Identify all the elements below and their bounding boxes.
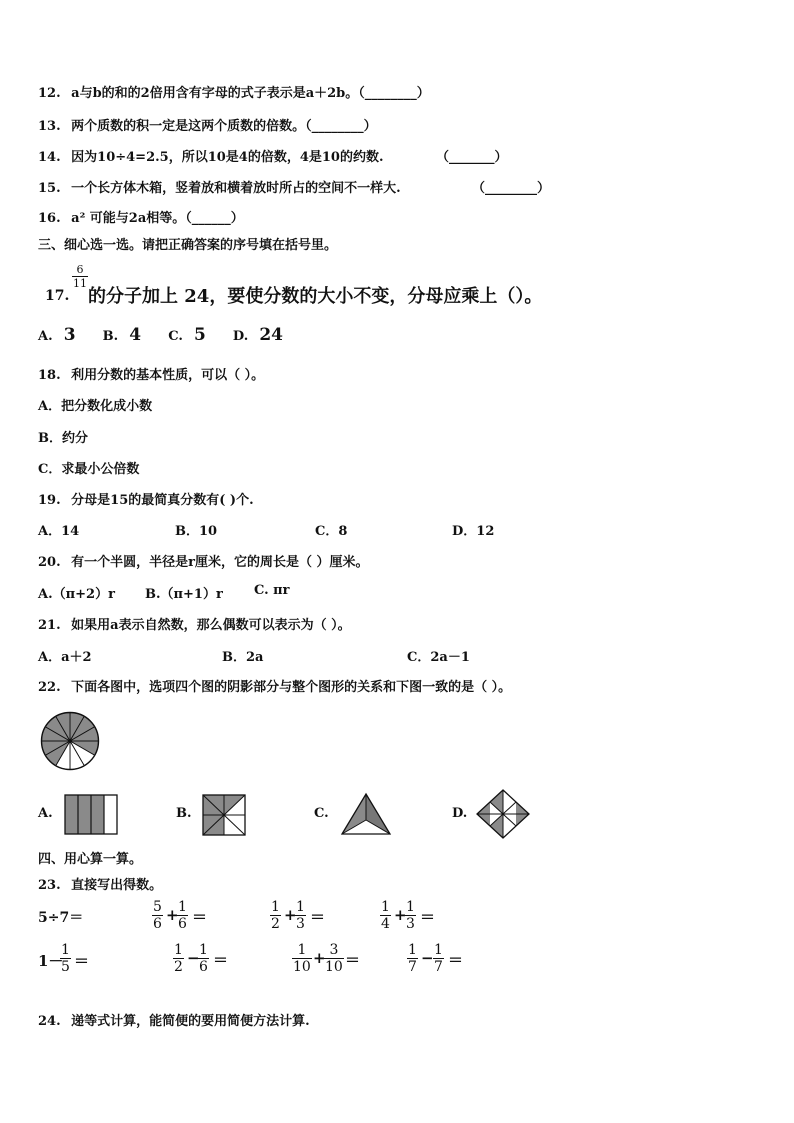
operator: + [394,906,407,924]
question-20 [38,551,369,570]
section-3-title: 三、细心选一选。请把正确答案的序号填在括号里。 [38,238,338,253]
question-text: a与b的和的2倍用含有字母的式子表示是a＋2b。（________） [71,86,430,101]
question-text: 递等式计算，能简便的要用简便方法计算. [71,1014,310,1029]
option-a-value[interactable]: 3 [63,325,76,345]
question-24 [38,1010,310,1029]
question-17-number: 17. [45,288,70,304]
fraction: $\frac{5}{6}$ [153,899,162,932]
fraction: $\frac{1}{2}$ [174,942,183,975]
option-c[interactable]: C．8 [315,524,348,539]
option-d-letter[interactable]: D. [232,329,249,344]
question-16 [38,207,244,226]
operator: − [187,949,200,967]
question-text: 一个长方体木箱，竖着放和横着放时所占的空间不一样大. [71,181,401,196]
option-c[interactable]: C. πr [254,583,290,598]
question-number: 15. [38,181,61,196]
calc-5-div-7: 5÷7＝ [38,910,84,926]
question-text: 因为10÷4=2.5，所以10是4的倍数，4是10的约数. [71,150,384,165]
equals-sign: ＝ [420,908,436,926]
question-17-options [38,325,283,345]
fraction: $\frac{1}{2}$ [271,899,280,932]
fraction: $\frac{1}{6}$ [199,942,208,975]
question-number: 16. [38,211,61,226]
option-d-label[interactable]: D. [452,806,468,821]
option-a[interactable]: A．14 [38,524,80,539]
fraction: $\frac{3}{10}$ [325,942,343,975]
equals-sign: ＝ [310,908,326,926]
option-b-label[interactable]: B. [176,806,192,821]
denominator: 11 [73,277,87,290]
fraction: $\frac{1}{10}$ [293,942,311,975]
question-23 [38,874,162,893]
option-c-label[interactable]: C. [314,806,329,821]
question-15 [38,177,401,196]
question-number: 18. [38,368,61,383]
question-18 [38,364,264,383]
equals-sign: ＝ [345,951,361,969]
question-14 [38,146,384,165]
question-text: 两个质数的积一定是这两个质数的倍数。（________） [71,119,377,134]
question-17-text: 的分子加上 24，要使分数的大小不变，分母应乘上（）。 [88,286,543,307]
option-a-label[interactable]: A. [38,806,53,821]
question-22 [38,676,511,695]
numerator: 6 [72,263,88,277]
option-c[interactable]: C．求最小公倍数 [38,462,140,477]
option-b-square-figure[interactable] [202,794,246,836]
operator: + [284,906,297,924]
equals-sign: ＝ [448,951,464,969]
option-b-value[interactable]: 4 [129,325,142,345]
question-text: 利用分数的基本性质，可以（ ）。 [71,368,265,383]
operator: + [313,949,326,967]
question-number: 14. [38,150,61,165]
option-a[interactable]: A．a＋2 [38,650,92,665]
question-number: 23. [38,878,61,893]
option-b-letter[interactable]: B. [102,329,119,344]
fraction: $\frac{1}{3}$ [296,899,305,932]
option-a[interactable]: A．把分数化成小数 [38,399,153,414]
option-c-letter[interactable]: C. [168,329,183,344]
operator: + [166,906,179,924]
fraction: $\frac{1}{6}$ [178,899,187,932]
fraction: $\frac{1}{5}$ [61,942,70,975]
fraction: $\frac{1}{4}$ [381,899,390,932]
answer-blank-14[interactable]: （_______） [436,150,508,165]
answer-blank-15[interactable]: （________） [472,181,551,196]
option-a-rectangle-figure[interactable] [64,794,118,835]
operator: − [421,949,434,967]
fraction: $\frac{1}{7}$ [408,942,417,975]
question-text: a² 可能与2a相等。（______） [71,211,244,226]
question-number: 13. [38,119,61,134]
question-text: 下面各图中，选项四个图的阴影部分与整个图形的关系和下图一致的是（ ）。 [71,680,512,695]
question-number: 12. [38,86,61,101]
fraction-6-11 [72,263,88,290]
equals-sign: ＝ [213,951,229,969]
section-4-title: 四、用心算一算。 [38,852,143,867]
question-13 [38,115,377,134]
question-text: 有一个半圆，半径是r厘米，它的周长是（ ）厘米。 [71,555,369,570]
option-a-letter[interactable]: A. [38,329,53,344]
equals-sign: ＝ [74,952,90,970]
option-b[interactable]: B.（π+1）r [145,587,223,602]
question-number: 24. [38,1014,61,1029]
option-c[interactable]: C．2a－1 [407,650,470,665]
question-number: 22. [38,680,61,695]
question-number: 21. [38,618,61,633]
question-12 [38,82,430,101]
option-a[interactable]: A.（π+2）r [38,587,115,602]
option-b[interactable]: B．约分 [38,431,88,446]
fraction: $\frac{1}{7}$ [434,942,443,975]
question-21 [38,614,351,633]
question-text: 如果用a表示自然数，那么偶数可以表示为（ ）。 [71,618,351,633]
lead-term: 1－ [38,952,64,970]
option-b[interactable]: B．2a [222,650,264,665]
fraction: $\frac{1}{3}$ [406,899,415,932]
option-d[interactable]: D．12 [452,524,495,539]
question-number: 20. [38,555,61,570]
question-number: 19. [38,493,61,508]
question-text: 直接写出得数。 [71,878,163,893]
question-19 [38,489,254,508]
option-c-value[interactable]: 5 [193,325,206,345]
equals-sign: ＝ [192,908,208,926]
option-c-triangle-figure[interactable] [340,792,392,836]
option-d-value[interactable]: 24 [259,325,283,345]
option-b[interactable]: B．10 [175,524,218,539]
question-text: 分母是15的最简真分数有( )个. [71,493,254,508]
option-d-diamond-figure[interactable] [476,789,530,839]
reference-circle-figure [40,711,100,771]
